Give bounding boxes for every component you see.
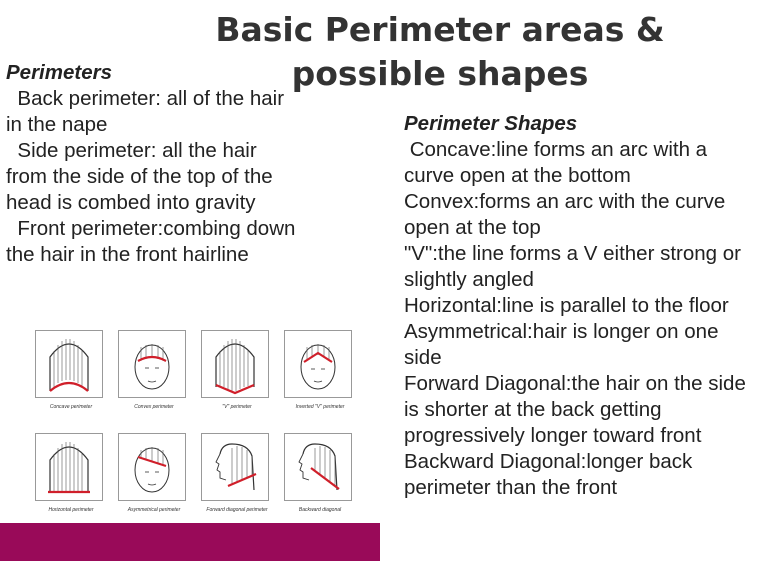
back-perimeter-text: Back perimeter: all of the hair in the nape <box>6 87 290 136</box>
face-inverted-v-illustration <box>285 331 351 397</box>
forward-diagonal-text: Forward Diagonal:the hair on the side is shorter at the back getting progressively longer toward front <box>404 372 752 447</box>
caption-forward-diagonal: Forward diagonal perimeter <box>206 507 268 513</box>
profile-backward-diagonal-illustration <box>285 434 351 500</box>
slide-title-line-1: Basic Perimeter areas & <box>215 10 665 49</box>
caption-backward-diagonal: Backward diagonal <box>298 507 342 513</box>
forward-diagonal-perimeter-cell <box>201 433 273 513</box>
backward-diagonal-perimeter-cell <box>284 433 356 513</box>
perimeters-section <box>6 60 302 268</box>
perimeter-shapes-figure <box>30 325 360 520</box>
front-perimeter-text: Front perimeter:combing down the hair in the front hairline <box>6 217 302 266</box>
caption-inverted-v: Inverted "V" perimeter <box>295 404 345 410</box>
face-convex-illustration <box>119 331 185 397</box>
convex-text: Convex:forms an arc with the curve open at the top <box>404 190 731 239</box>
back-head-v-illustration <box>202 331 268 397</box>
face-asymmetrical-illustration <box>119 434 185 500</box>
side-perimeter-text: Side perimeter: all the hair from the side of the top of the head is combed into gravity <box>6 139 279 214</box>
caption-asymmetrical: Asymmetrical perimeter <box>127 507 181 513</box>
back-head-concave-illustration <box>36 331 102 397</box>
concave-perimeter-cell <box>35 330 107 410</box>
horizontal-perimeter-cell <box>35 433 107 513</box>
inverted-v-perimeter-cell <box>284 330 356 410</box>
profile-forward-diagonal-illustration <box>202 434 268 500</box>
asymmetrical-perimeter-cell <box>118 433 190 513</box>
caption-convex: Convex perimeter <box>134 404 174 410</box>
perimeter-shapes-section <box>404 111 759 501</box>
caption-concave: Concave perimeter <box>49 404 93 410</box>
v-shape-text: "V":the line forms a V either strong or slightly angled <box>404 242 747 291</box>
concave-text: Concave:line forms an arc with a curve open at the bottom <box>404 138 713 187</box>
backward-diagonal-text: Backward Diagonal:longer back perimeter than the front <box>404 450 699 499</box>
perimeters-heading: Perimeters <box>6 61 112 84</box>
bottom-accent-bar <box>0 523 380 561</box>
perimeter-shapes-heading: Perimeter Shapes <box>404 112 578 135</box>
slide-title-line-2: possible shapes <box>291 54 589 93</box>
horizontal-text: Horizontal:line is parallel to the floor <box>404 294 729 317</box>
asymmetrical-text: Asymmetrical:hair is longer on one side <box>404 320 725 369</box>
v-perimeter-cell <box>201 330 273 410</box>
convex-perimeter-cell <box>118 330 190 410</box>
caption-horizontal: Horizontal perimeter <box>48 507 94 513</box>
back-head-horizontal-illustration <box>36 434 102 500</box>
caption-v: "V" perimeter <box>222 404 252 410</box>
